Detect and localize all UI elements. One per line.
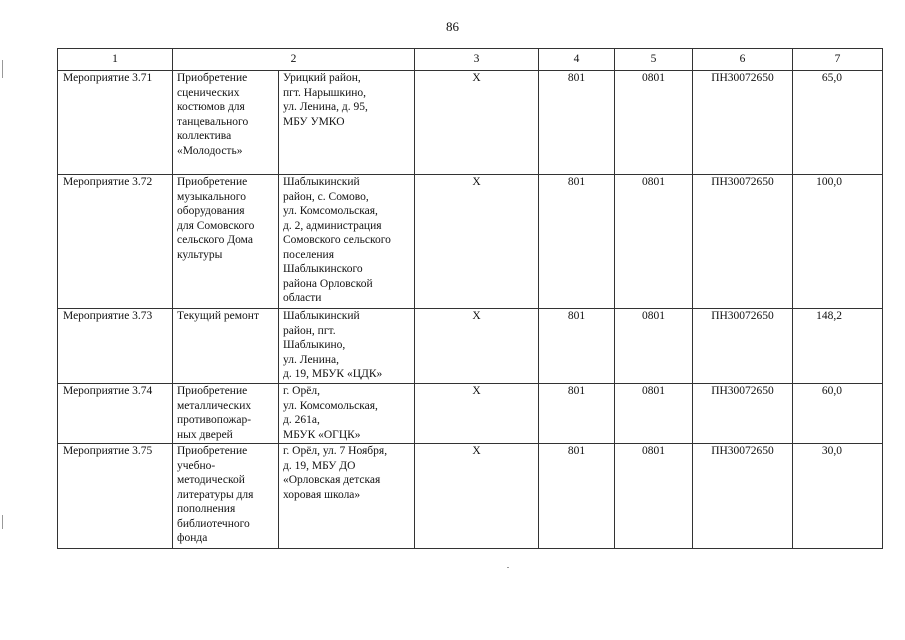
col3-mark: X [415,444,539,549]
col6-code: ПН30072650 [693,444,793,549]
measure-description: Приобретение музыкального оборудования для Сомовского сельского Дома культуры [173,175,279,309]
col5-code: 0801 [615,71,693,175]
col3-mark: X [415,309,539,384]
header-col-1: 1 [58,49,173,71]
header-col-5: 5 [615,49,693,71]
table-row [58,444,883,549]
measure-description: Текущий ремонт [173,309,279,384]
table-row [58,71,883,175]
header-col-7: 7 [793,49,883,71]
col7-amount: 148,2 [793,309,883,384]
measure-description: Приобретение металлических противопожар- ных дверей [173,384,279,444]
header-row [58,49,883,71]
scan-margin-mark [2,60,3,78]
col7-amount: 30,0 [793,444,883,549]
col5-code: 0801 [615,444,693,549]
scan-speck [507,567,509,568]
col4-code: 801 [539,175,615,309]
col4-code: 801 [539,71,615,175]
col7-amount: 60,0 [793,384,883,444]
measure-id: Мероприятие 3.74 [58,384,173,444]
col5-code: 0801 [615,309,693,384]
col4-code: 801 [539,309,615,384]
measure-id: Мероприятие 3.71 [58,71,173,175]
header-col-4: 4 [539,49,615,71]
measure-location: Урицкий район, пгт. Нарышкино, ул. Ленина, д. 95, МБУ УМКО [279,71,415,175]
measure-description: Приобретение учебно- методической литературы для пополнения библиотечного фонда [173,444,279,549]
budget-table [57,48,883,549]
col4-code: 801 [539,384,615,444]
scan-margin-mark [2,515,3,529]
header-col-6: 6 [693,49,793,71]
col3-mark: X [415,175,539,309]
table-row [58,175,883,309]
col7-amount: 65,0 [793,71,883,175]
measure-location: г. Орёл, ул. 7 Ноября, д. 19, МБУ ДО «Орловская детская хоровая школа» [279,444,415,549]
col3-mark: X [415,71,539,175]
measure-id: Мероприятие 3.73 [58,309,173,384]
measure-description: Приобретение сценических костюмов для танцевального коллектива «Молодость» [173,71,279,175]
measure-id: Мероприятие 3.75 [58,444,173,549]
header-col-2: 2 [173,49,415,71]
col5-code: 0801 [615,384,693,444]
col3-mark: X [415,384,539,444]
page-number: 86 [446,19,459,34]
measure-id: Мероприятие 3.72 [58,175,173,309]
table-row [58,384,883,444]
col6-code: ПН30072650 [693,71,793,175]
measure-location: Шаблыкинский район, с. Сомово, ул. Комсомольская, д. 2, администрация Сомовского сельского поселения Шаблыкинского района Орловской области [279,175,415,309]
col4-code: 801 [539,444,615,549]
measure-location: Шаблыкинский район, пгт. Шаблыкино, ул. Ленина, д. 19, МБУК «ЦДК» [279,309,415,384]
col7-amount: 100,0 [793,175,883,309]
measure-location: г. Орёл, ул. Комсомольская, д. 261а, МБУК «ОГЦК» [279,384,415,444]
col6-code: ПН30072650 [693,309,793,384]
col6-code: ПН30072650 [693,384,793,444]
header-col-3: 3 [415,49,539,71]
table-row [58,309,883,384]
col6-code: ПН30072650 [693,175,793,309]
col5-code: 0801 [615,175,693,309]
